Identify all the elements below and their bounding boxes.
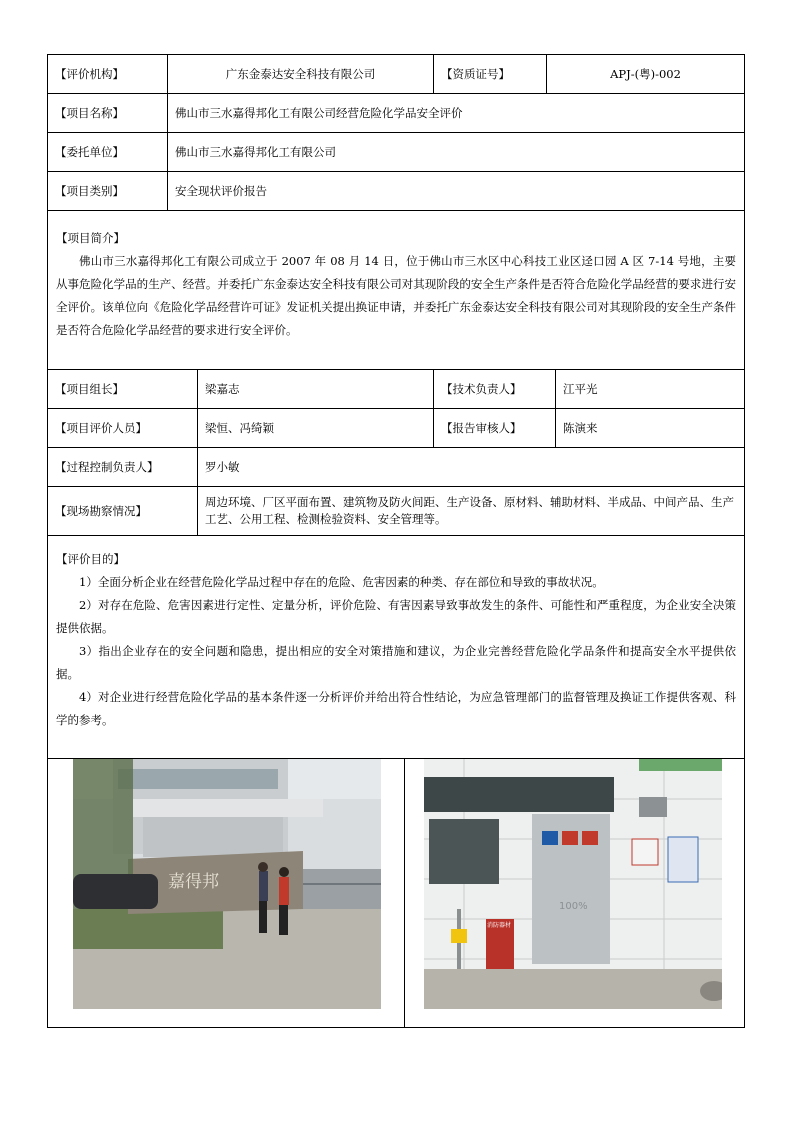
client-label: 【委托单位】 [48, 133, 168, 171]
factory-sign-text: 嘉得邦 [168, 872, 219, 892]
tech-label: 【技术负责人】 [434, 370, 556, 408]
purpose-item: 3）指出企业存在的安全问题和隐患，提出相应的安全对策措施和建议，为企业完善经营危险化学品条件和提高安全水平提供依据。 [56, 644, 736, 681]
client-value: 佛山市三水嘉得邦化工有限公司 [175, 144, 336, 159]
cert-label: 【资质证号】 [434, 55, 547, 93]
project-name-row [48, 94, 744, 133]
purpose-item: 1）全面分析企业在经营危险化学品过程中存在的危险、危害因素的种类、存在部位和导致的事故状况。 [79, 575, 604, 589]
category-label: 【项目类别】 [48, 172, 168, 210]
photos-row [48, 759, 744, 1027]
purpose-item: 4）对企业进行经营危险化学品的基本条件逐一分析评价并给出符合性结论，为应急管理部门的监督管理及换证工作提供客观、科学的参考。 [56, 690, 736, 727]
survey-row [48, 487, 744, 536]
fire-equipment-sign: 消防器材 [487, 922, 512, 929]
evaluators-value: 梁恒、冯绮颖 [198, 409, 434, 447]
project-intro-text: 佛山市三水嘉得邦化工有限公司成立于 2007 年 08 月 14 日，位于佛山市三水区中心科技工业区迳口园 A 区 7-14 号地，主要从事危险化学品的生产、经营。并委托广东金泰达安全科技有限公司对其现阶段的安全生产条件是否符合危险化学品经营的要求进行安全评价。该单位向《危险化学品经营许可证》发证机关提出换证申请，并委托广东金泰达安全科技有限公司对其现阶段的安全生产条件是否符合危险化学品经营的要求进行安全评价。 [56, 254, 736, 337]
category-row [48, 172, 744, 211]
factory-entrance-photo [73, 759, 381, 1009]
category-value: 安全现状评价报告 [175, 183, 267, 198]
cert-value: APJ-(粤)-002 [610, 66, 681, 81]
door-marking-text: 100% [559, 901, 588, 912]
process-label: 【过程控制负责人】 [48, 448, 198, 486]
photo-cell-warehouse [405, 759, 744, 1027]
leader-value: 梁嘉志 [198, 370, 434, 408]
survey-label: 【现场勘察情况】 [48, 487, 198, 535]
project-intro-label: 【项目简介】 [56, 231, 125, 245]
warehouse-door-photo [424, 759, 722, 1009]
evaluators-label: 【项目评价人员】 [48, 409, 198, 447]
org-label: 【评价机构】 [48, 55, 168, 93]
purpose-section [48, 536, 744, 759]
reviewer-label: 【报告审核人】 [434, 409, 556, 447]
team-row-1 [48, 370, 744, 409]
client-row [48, 133, 744, 172]
team-row-2 [48, 409, 744, 448]
process-row [48, 448, 744, 487]
project-name-value: 佛山市三水嘉得邦化工有限公司经营危险化学品安全评价 [175, 105, 463, 120]
project-intro-section [48, 211, 744, 370]
photo-cell-entrance [48, 759, 405, 1027]
process-value: 罗小敏 [205, 459, 240, 474]
project-name-label: 【项目名称】 [48, 94, 168, 132]
reviewer-value: 陈演来 [563, 420, 598, 435]
evaluation-info-sheet [47, 54, 745, 1028]
org-value: 广东金泰达安全科技有限公司 [168, 55, 434, 93]
survey-value: 周边环境、厂区平面布置、建筑物及防火间距、生产设备、原材料、辅助材料、半成品、中间产品、生产工艺、公用工程、检测检验资料、安全管理等。 [205, 495, 734, 526]
org-row [48, 55, 744, 94]
tech-value: 江平光 [563, 381, 598, 396]
purpose-label: 【评价目的】 [56, 552, 125, 566]
purpose-item: 2）对存在危险、危害因素进行定性、定量分析，评价危险、有害因素导致事故发生的条件、可能性和严重程度，为企业安全决策提供依据。 [56, 598, 736, 635]
leader-label: 【项目组长】 [48, 370, 198, 408]
